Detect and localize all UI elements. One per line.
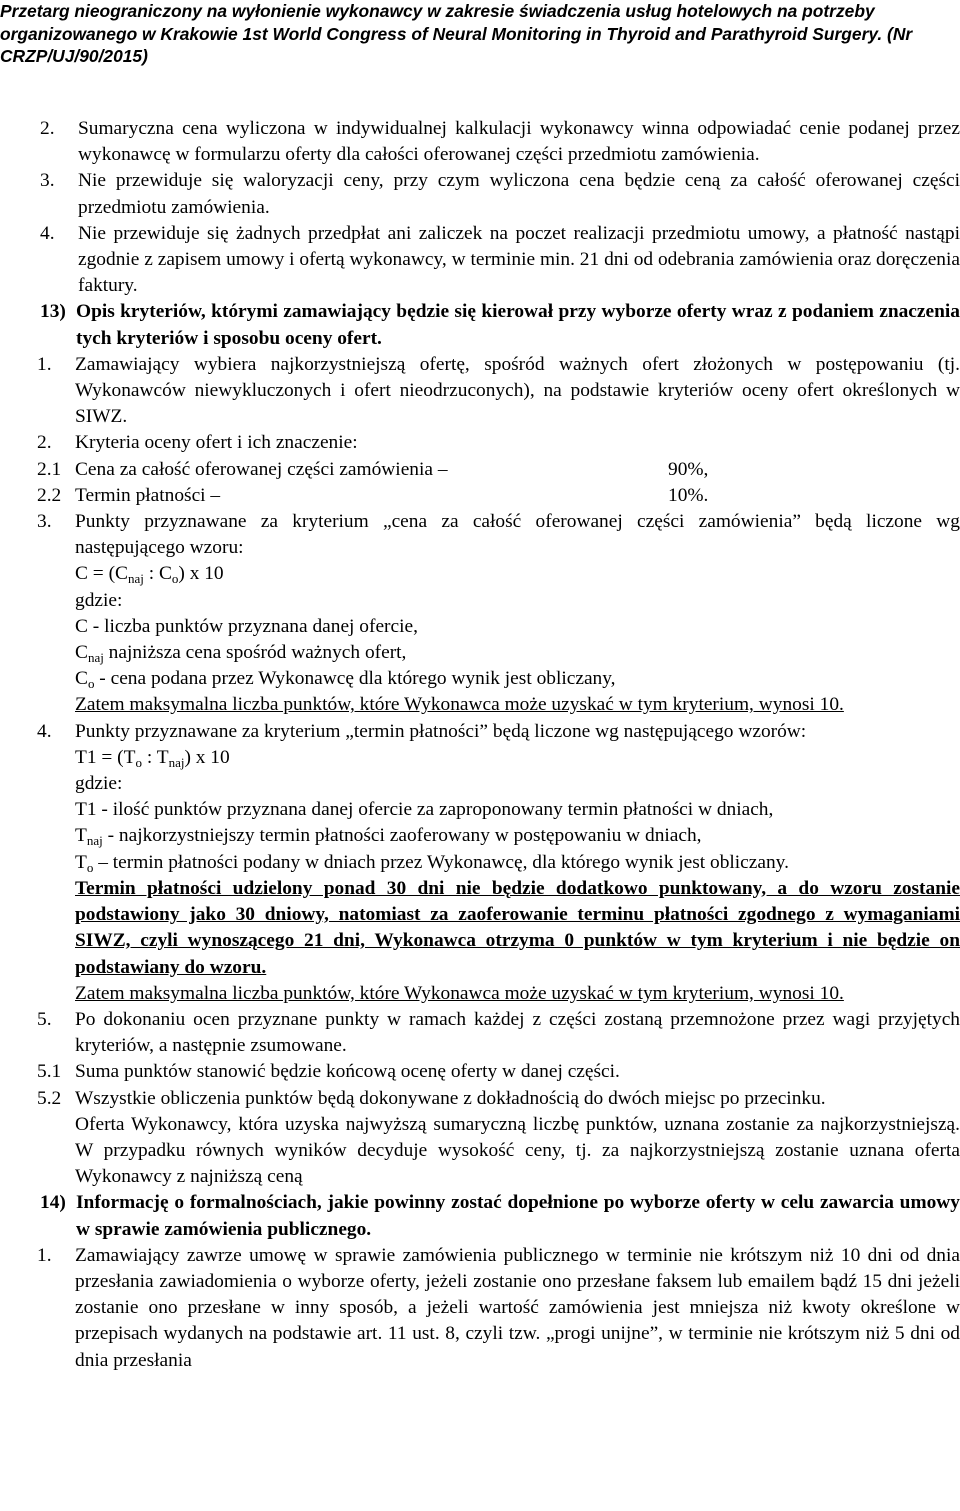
document-body [0,116,960,1374]
header-line-1: Przetarg nieograniczony na wyłonienie wykonawcy w zakresie świadczenia usług hotelowych na potrzeby [0,1,875,21]
item-number: 3. [37,511,52,533]
definition-co [75,666,960,692]
symbol-subscript: naj [86,833,103,849]
formula-part: : C [143,563,172,585]
formula-part: ) x 10 [184,746,230,768]
item-number: 2.2 [37,484,62,506]
header-line-2: organizowanego w Krakowie 1st World Congress of Neural Monitoring in Thyroid and Parathyroid Surgery. (Nr [0,23,913,44]
paragraph-3 [0,168,960,220]
item-number: 2.1 [37,458,62,480]
max-points-note: Zatem maksymalna liczba punktów, które Wykonawca może uzyskać w tym kryterium, wynosi 10. [75,694,844,716]
definition-t1: T1 - ilość punktów przyznana danej ofercie za zaproponowany termin płatności w dniach, [75,799,774,821]
formula-part: : T [141,746,169,768]
item-number: 2. [37,432,52,454]
definition-text: - cena podana przez Wykonawcę dla którego wynik jest obliczany, [94,668,616,690]
criterion-name: Termin płatności – [75,484,221,506]
symbol: C [75,668,88,690]
item-text: Zamawiający wybiera najkorzystniejszą ofertę, spośród ważnych ofert złożonych w postępowaniu (tj. Wykonawców niewykluczonych i ofert nieodrzuconych), na podstawie kryteriów oceny ofert określonych w SIWZ. [75,353,960,428]
price-formula [75,561,960,587]
section-title: Informację o formalnościach, jakie powinny zostać dopełnione po wyborze oferty w celu zawarcia umowy w sprawie zamówienia publicznego. [76,1192,960,1240]
formula-subscript: naj [127,571,144,587]
formula-subscript: o [135,754,142,770]
header-line-3: CRZP/UJ/90/2015) [0,46,148,66]
section-number: 13) [40,301,66,323]
item-text: Zamawiający zawrze umowę w sprawie zamówienia publicznego w terminie nie krótszym niż 10 dni od dnia przesłania zawiadomienia o wyborze oferty, jeżeli zostanie ono przesłane faksem lub emailem bądź 15 dni jeżeli zostanie ono przesłane w inny sposób, a jeżeli wartość zamówienia jest mniejsza niż kwoty określone w przepisach wydanych na podstawie art. 11 ust. 8, czyli tzw. „progi unijne”, w terminie nie krótszym niż 5 dni od dnia przesłania [75,1244,960,1371]
paragraph-2 [0,116,960,168]
formula-part: T1 = (T [75,746,136,768]
item-number: 1. [37,353,52,375]
symbol: C [75,642,88,664]
definition-tnaj [75,823,960,849]
item-text: Punkty przyznawane za kryterium „termin płatności” będą liczone wg następującego wzorów: [75,720,807,742]
criteria-5 [0,1007,960,1059]
symbol-subscript: naj [87,650,104,666]
criteria-2-1 [0,457,960,483]
item-number: 5.2 [37,1087,62,1109]
item-text: Punkty przyznawane za kryterium „cena za całość oferowanej części zamówienia” będą liczone wg następującego wzoru: [75,511,960,559]
item-number: 5.1 [37,1061,62,1083]
symbol: T [75,851,87,873]
section-title: Opis kryteriów, którymi zamawiający będzie się kierował przy wyborze oferty wraz z podaniem znaczenia tych kryteriów i sposobu oceny ofert. [76,301,960,349]
section-number: 14) [40,1192,66,1214]
item-body [75,509,960,719]
definition-text: – termin płatności podany w dniach przez Wykonawcę, dla którego wynik jest obliczany. [93,851,789,873]
symbol-subscript: o [86,859,94,875]
paragraph-number: 3. [40,170,55,192]
paragraph-number: 2. [40,118,55,139]
item-text: Po dokonaniu ocen przyznane punkty w ramach każdej z części zostaną przemnożone przez wagi przyjętych kryteriów, a następnie zsumowane. [75,1008,960,1057]
payment-term-rule: Termin płatności udzielony ponad 30 dni nie będzie dodatkowo punktowany, a do wzoru zostanie podstawiony jako 30 dniowy, natomiast za zaoferowanie terminu płatności zgodnego z wymaganiami SIWZ, czyli wynoszącego 21 dni, Wykonawca otrzyma 0 punktów w tym kryterium i nie będzie on podstawiany do wzoru. [75,877,960,978]
page-header [0,0,960,68]
criteria-5-1 [0,1059,960,1085]
paragraph-text: Sumaryczna cena wyliczona w indywidualnej kalkulacji wykonawcy winna odpowiadać cenie podanej przez wykonawcę w formularzu oferty dla całości oferowanej części przedmiotu zamówienia. [78,118,960,166]
criteria-5-2 [0,1086,960,1191]
definition-c: C - liczba punktów przyznana danej ofercie, [75,615,418,637]
paragraph-number: 4. [40,222,55,244]
criteria-2 [0,430,960,456]
paragraph-text: Nie przewiduje się żadnych przedpłat ani zaliczek na poczet realizacji przedmiotu umowy, a płatność nastąpi zgodnie z zapisem umowy i ofertą wykonawcy, w terminie min. 21 dni od odebrania zamówienia oraz doręczenia faktury. [78,222,960,297]
definition-cnaj [75,640,960,666]
symbol-subscript: o [87,676,95,692]
criterion-weight: 10%. [668,484,709,506]
section-14-heading [0,1190,960,1242]
item-body [75,719,960,1007]
item-number: 1. [37,1244,52,1266]
definition-to [75,850,960,876]
criteria-1 [0,352,960,431]
definition-text: najniższa cena spośród ważnych ofert, [103,642,407,664]
definition-text: - najkorzystniejszy termin płatności zaoferowany w postępowaniu w dniach, [102,825,702,847]
formula-part: ) x 10 [178,563,224,585]
formula-part: C = (C [75,563,128,585]
criteria-3 [0,509,960,719]
item-extra-text: Oferta Wykonawcy, która uzyska najwyższą sumaryczną liczbę punktów, uznana zostanie za najkorzystniejszą. W przypadku równych wyników decyduje wysokość ceny, tj. za najkorzystniejszą zostanie uznana oferta Wykonawcy z najniższą ceną [75,1113,960,1188]
paragraph-4 [0,221,960,300]
criterion-name: Cena za całość oferowanej części zamówienia – [75,458,448,480]
formalities-1 [0,1243,960,1374]
criterion-weight: 90%, [668,458,709,480]
paragraph-text: Nie przewiduje się waloryzacji ceny, przy czym wyliczona cena będzie ceną za całość oferowanej części przedmiotu zamówienia. [78,170,960,218]
symbol: T [75,825,87,847]
max-points-note: Zatem maksymalna liczba punktów, które Wykonawca może uzyskać w tym kryterium, wynosi 10. [75,982,844,1004]
item-text: Suma punktów stanowić będzie końcową ocenę oferty w danej części. [75,1061,620,1083]
formula-subscript: naj [168,754,185,770]
where-label: gdzie: [75,589,123,611]
payment-formula [75,745,960,771]
item-body [75,1086,960,1191]
item-number: 5. [37,1008,52,1030]
formula-subscript: o [171,571,179,587]
item-number: 4. [37,720,52,742]
criteria-4 [0,719,960,1007]
where-label: gdzie: [75,773,123,795]
item-text: Kryteria oceny ofert i ich znaczenie: [75,432,358,454]
item-text: Wszystkie obliczenia punktów będą dokonywane z dokładnością do dwóch miejsc po przecinku. [75,1087,826,1109]
criteria-2-2 [0,483,960,509]
section-13-heading [0,299,960,351]
